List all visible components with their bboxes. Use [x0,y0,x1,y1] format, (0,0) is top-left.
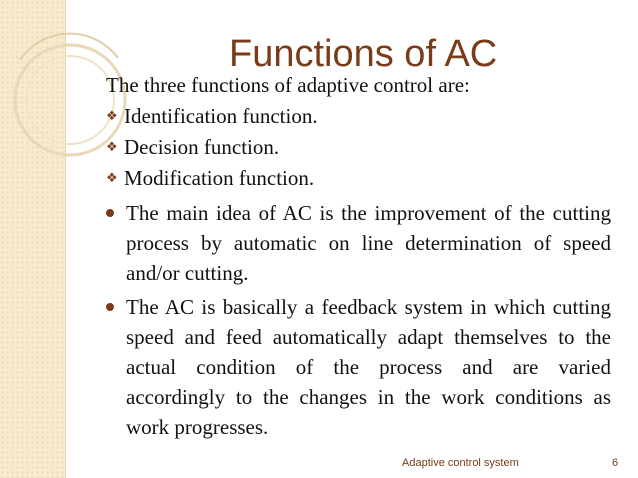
page-number: 6 [612,457,619,469]
diamond-bullet-icon: ❖ [106,109,118,124]
diamond-bullet-icon: ❖ [106,140,118,155]
function-label: Identification function. [124,104,318,128]
function-label: Decision function. [124,135,280,159]
bullet-main-idea [106,198,611,288]
band-edge-line [65,0,66,478]
function-item-modification [106,163,611,194]
decorative-left-band [0,0,65,478]
intro-text: The three functions of adaptive control are: [106,73,470,97]
function-item-decision [106,132,611,163]
slide-content [106,70,611,442]
bullet-dot-icon [106,209,114,217]
diamond-bullet-icon: ❖ [106,171,118,186]
bullet-text: The AC is basically a feedback system in which cutting speed and feed automatically adapt themselves to the actual condition of the process and are varied accordingly to the changes in the work conditions as work progresses. [126,295,611,439]
slide-title: Functions of AC [229,33,498,75]
function-label: Modification function. [124,166,315,190]
function-item-identification [106,101,611,132]
bullet-dot-icon [106,303,114,311]
bullet-feedback-system [106,292,611,442]
footer-title: Adaptive control system [402,457,519,469]
bullet-text: The main idea of AC is the improvement of the cutting process by automatic on line determination of speed and/or cutting. [126,201,611,285]
